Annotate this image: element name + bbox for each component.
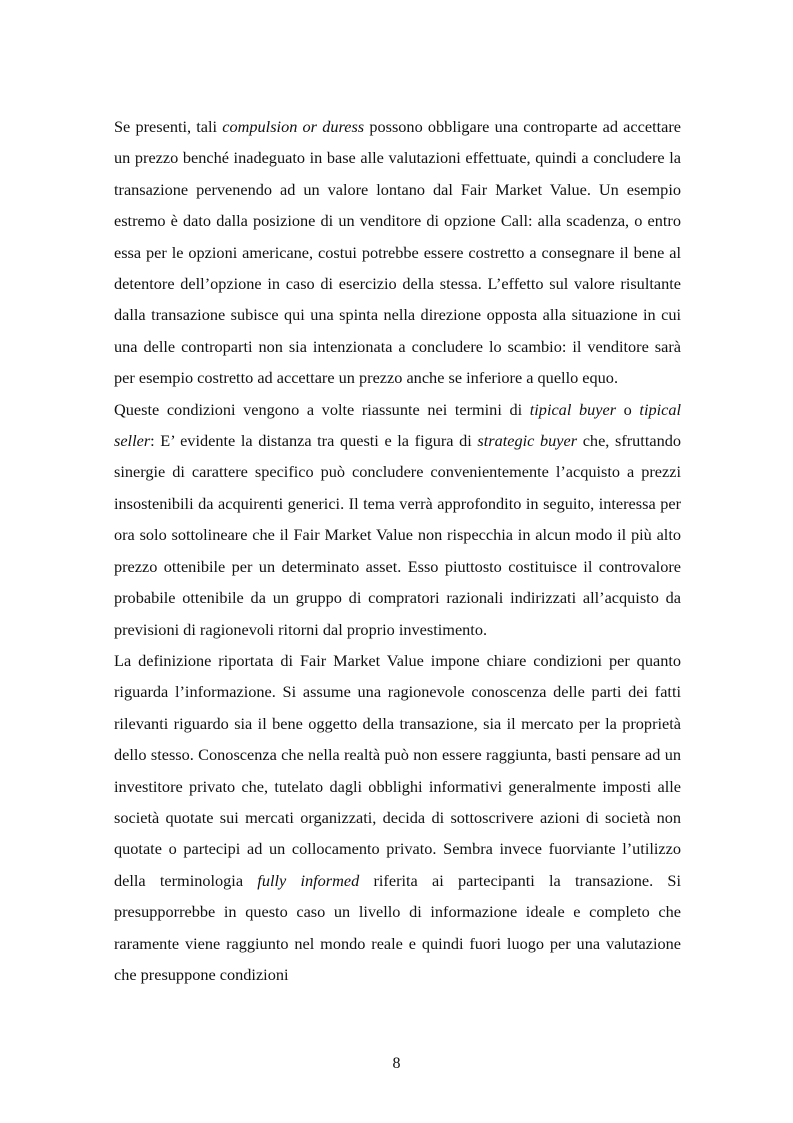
text-run: Queste condizioni vengono a volte riassunte nei termini di xyxy=(114,399,530,419)
text-run: che, sfruttando sinergie di carattere specifico può concludere convenientemente l’acquisto a prezzi insostenibili da acquirenti generici. Il tema verrà approfondito in seguito, interessa per ora solo sottolineare che il Fair Market Value non rispecchia in alcun modo il più alto prezzo ottenibile per un determinato asset. Esso piuttosto costituisce il controvalore probabile ottenibile da un gruppo di compratori razionali indirizzati all’acquisto da previsioni di ragionevoli ritorni dal proprio investimento. xyxy=(114,431,681,639)
text-run: possono obbligare una controparte ad accettare un prezzo benché inadeguato in base alle valutazioni effettuate, quindi a concludere la transazione pervenendo ad un valore lontano dal Fair Market Value. Un esempio estremo è dato dalla posizione di un venditore di opzione Call: alla scadenza, o entro essa per le opzioni americane, costui potrebbe essere costretto a consegnare il bene al detentore dell’opzione in caso di esercizio della stessa. L’effetto sul valore risultante dalla transazione subisce qui una spinta nella direzione opposta alla situazione in cui una delle controparti non sia intenzionata a concludere lo scambio: il venditore sarà per esempio costretto ad accettare un prezzo anche se inferiore a quello equo. xyxy=(114,117,681,388)
paragraph-1 xyxy=(114,111,681,394)
italic-term: tipical seller xyxy=(114,399,682,451)
paragraph-3 xyxy=(114,645,681,990)
text-run: riferita ai partecipanti la transazione. Si presupporrebbe in questo caso un livello di informazione ideale e completo che raramente viene raggiunto nel mondo reale e quindi fuori luogo per una valutazione che presuppone condizioni xyxy=(114,870,682,984)
italic-term: strategic buyer xyxy=(477,431,578,451)
paragraph-2 xyxy=(114,394,681,645)
italic-term: compulsion or duress xyxy=(222,117,365,136)
text-run: La definizione riportata di Fair Market Value impone chiare condizioni per quanto riguarda l’informazione. Si assume una ragionevole conoscenza delle parti dei fatti rilevanti riguardo sia il bene oggetto della transazione, sia il mercato per la proprietà dello stesso. Conoscenza che nella realtà può non essere raggiunta, basti pensare ad un investitore privato che, tutelato dagli obblighi informativi generalmente imposti alle società quotate sui mercati organizzati, decida di sottoscrivere azioni di società non quotate o partecipi ad un collocamento privato. Sembra invece fuorviante l’utilizzo della terminologia xyxy=(114,650,681,890)
italic-term: fully informed xyxy=(257,870,360,890)
text-run: Se presenti, tali xyxy=(114,117,223,136)
text-run: : E’ evidente la distanza tra questi e la figura di xyxy=(150,431,478,451)
text-run: o xyxy=(616,399,640,419)
page-number: 8 xyxy=(392,1055,401,1072)
body-text xyxy=(114,111,681,990)
italic-term: tipical buyer xyxy=(529,399,617,419)
